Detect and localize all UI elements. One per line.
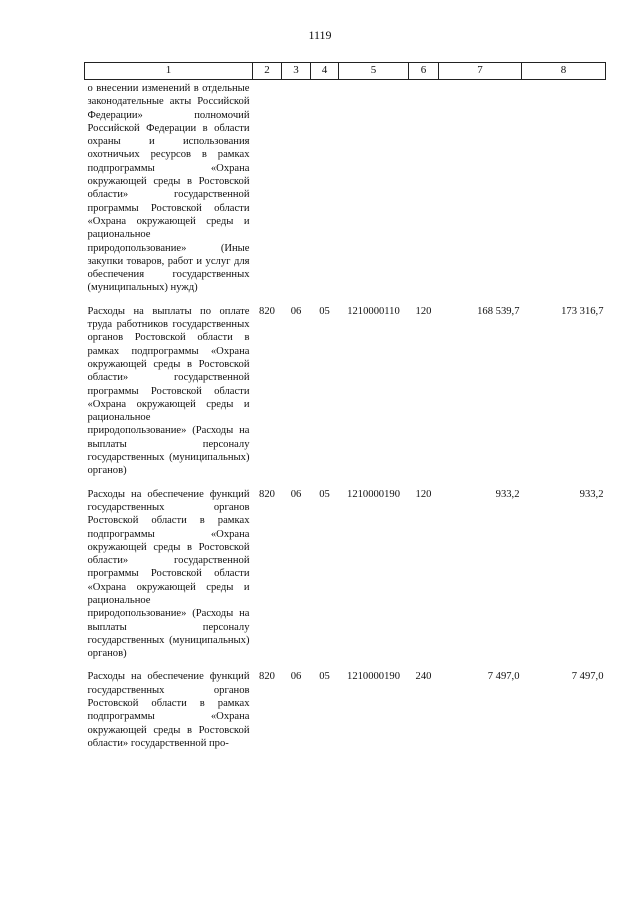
column-header-7: 7 <box>439 63 522 80</box>
column-header-3: 3 <box>282 63 311 80</box>
table-row <box>85 488 606 671</box>
row-description: Расходы на обеспечение функций государственных органов Ростовской области в рамках подпрограммы «Охрана окружающей среды в Ростовской области» государственной программы Ростовской области «Охрана окружающей среды и рациональное природопользование» (Расходы на выплаты персоналу государственных (муниципальных) органов) <box>87 488 250 660</box>
row-subsection-code: 05 <box>319 305 330 317</box>
table-row <box>85 305 606 488</box>
row-amount-year-1: 7 497,0 <box>487 671 520 683</box>
row-section-code: 06 <box>290 488 302 500</box>
row-ministry-code: 820 <box>259 671 275 683</box>
row-target-article <box>339 80 409 305</box>
row-expense-type <box>409 80 439 305</box>
column-header-4: 4 <box>311 63 339 80</box>
row-expense-type: 120 <box>415 305 432 317</box>
row-section-code <box>282 80 311 305</box>
row-description: Расходы на обеспечение функций государственных органов Ростовской области в рамках подпрограммы «Охрана окружающей среды в Ростовской области» государственной про- <box>87 671 250 749</box>
table-header-row <box>85 63 606 80</box>
row-amount-year-2: 933,2 <box>579 488 604 500</box>
table-row <box>85 80 606 305</box>
budget-table <box>84 62 606 760</box>
row-amount-year-1: 933,2 <box>495 488 520 500</box>
row-subsection-code: 05 <box>319 488 330 500</box>
row-target-article: 1210000110 <box>347 305 400 317</box>
row-amount-year-2: 173 316,7 <box>561 305 604 317</box>
column-header-2: 2 <box>253 63 282 80</box>
row-target-article: 1210000190 <box>347 488 400 500</box>
row-expense-type: 120 <box>415 488 432 500</box>
row-ministry-code: 820 <box>259 488 275 500</box>
row-ministry-code: 820 <box>259 305 275 317</box>
row-amount-year-1: 168 539,7 <box>477 305 520 317</box>
row-amount-year-2 <box>522 80 606 305</box>
column-header-6: 6 <box>409 63 439 80</box>
row-subsection-code <box>311 80 339 305</box>
row-description: о внесении изменений в отдельные законодательные акты Российской Федерации» полномочий Российской Федерации в области охраны и использования охотничьих ресурсов в рамках подпрограммы «Охрана окружающей среды в Ростовской области» государственной программы Ростовской области «Охрана окружающей среды и рациональное природопользование» (Иные закупки товаров, работ и услуг для обеспечения государственных (муниципальных) нужд) <box>87 83 250 294</box>
row-ministry-code <box>253 80 282 305</box>
column-header-8: 8 <box>522 63 606 80</box>
row-expense-type: 240 <box>415 671 432 683</box>
row-subsection-code: 05 <box>319 671 330 683</box>
row-target-article: 1210000190 <box>347 671 400 683</box>
row-section-code: 06 <box>290 671 302 683</box>
column-header-5: 5 <box>339 63 409 80</box>
page-number: 1119 <box>308 28 332 42</box>
column-header-1: 1 <box>85 63 253 80</box>
row-description: Расходы на выплаты по оплате труда работников государственных органов Ростовской области в рамках подпрограммы «Охрана окружающей среды в Ростовской области» государственной программы Ростовской области «Охрана окружающей среды и рациональное природопользование» (Расходы на выплаты персоналу государственных (муниципальных) органов) <box>87 305 250 477</box>
row-amount-year-1 <box>439 80 522 305</box>
table-row <box>85 670 606 760</box>
row-amount-year-2: 7 497,0 <box>571 671 604 683</box>
row-section-code: 06 <box>290 305 302 317</box>
